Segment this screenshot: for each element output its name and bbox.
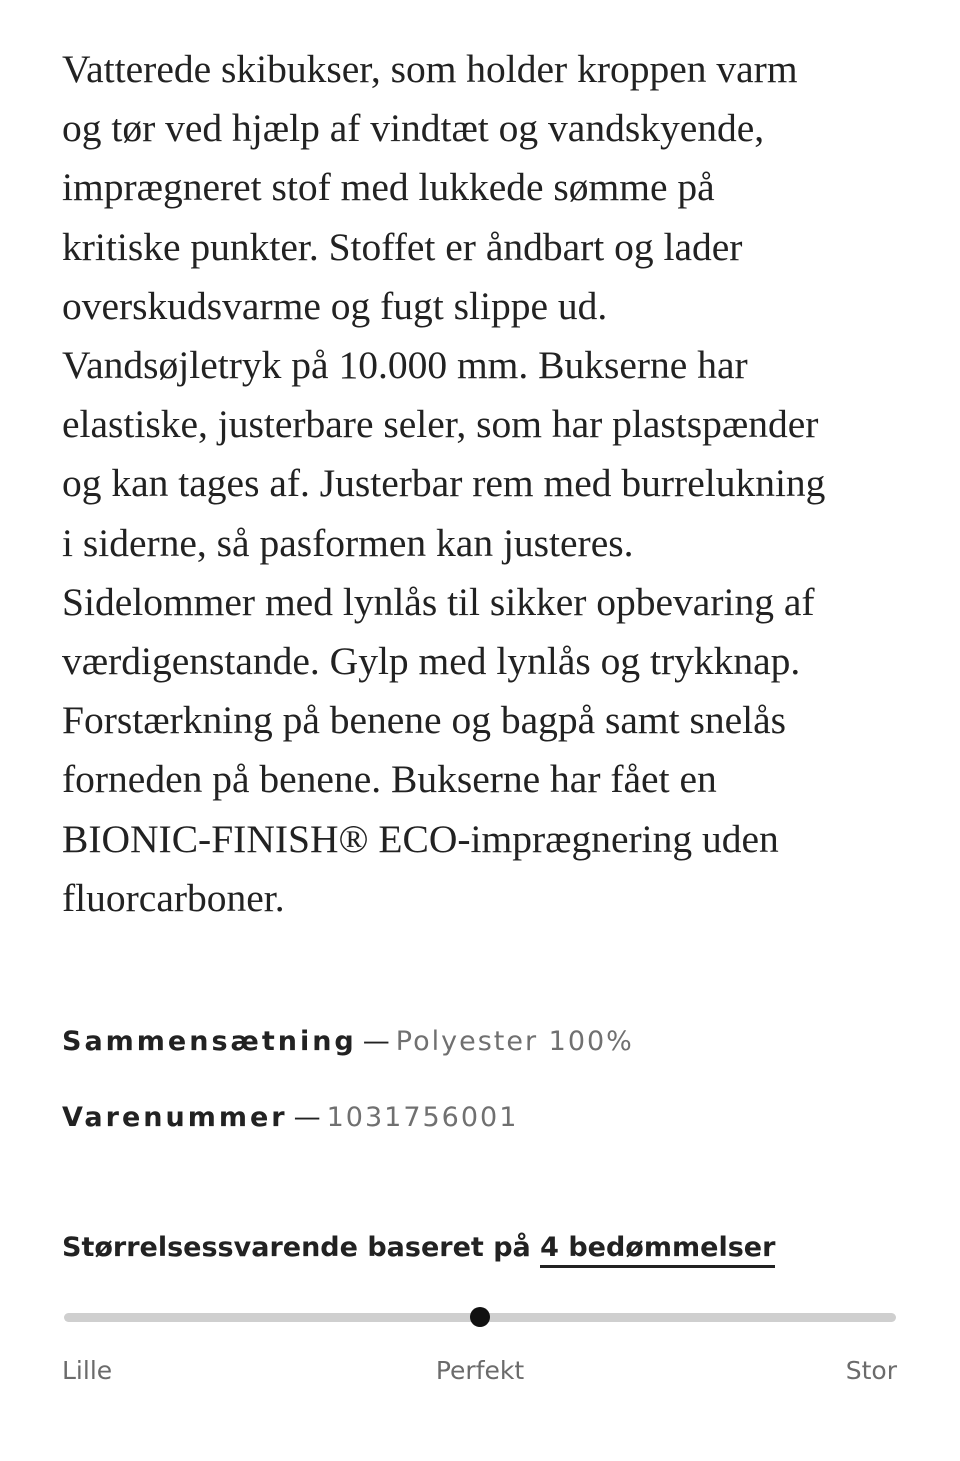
- fit-scale-track: [64, 1313, 896, 1322]
- article-number-row: [62, 1102, 518, 1133]
- composition-row: [62, 1026, 634, 1057]
- description-line: elastiske, justerbare seler, som har plastspænder: [62, 402, 819, 447]
- fit-heading: [62, 1232, 775, 1263]
- description-line: Vandsøjletryk på 10.000 mm. Bukserne har: [62, 343, 748, 388]
- composition-separator: —: [362, 1026, 390, 1057]
- fit-scale-label-large: Stor: [845, 1356, 897, 1385]
- description-line: BIONIC-FINISH® ECO-imprægnering uden: [62, 816, 779, 861]
- description-line: fluorcarboner.: [62, 875, 285, 920]
- fit-heading-text: Størrelsessvarende baseret på: [62, 1232, 531, 1263]
- description-line: Sidelommer med lynlås til sikker opbevaring af: [62, 579, 815, 624]
- description-line: kritiske punkter. Stoffet er åndbart og lader: [62, 224, 743, 269]
- description-line: Forstærkning på benene og bagpå samt snelås: [62, 698, 787, 743]
- composition-value: Polyester 100%: [395, 1026, 634, 1057]
- composition-label: Sammensætning: [62, 1026, 357, 1057]
- fit-scale-marker: [470, 1307, 490, 1327]
- article-number-label: Varenummer: [62, 1102, 288, 1133]
- description-line: Vatterede skibukser, som holder kroppen varm: [62, 47, 798, 91]
- article-number-value: 1031756001: [326, 1102, 519, 1133]
- description-line: og kan tages af. Justerbar rem med burrelukning: [62, 461, 826, 506]
- fit-scale-label-perfect: Perfekt: [435, 1356, 525, 1385]
- description-line: forneden på benene. Bukserne har fået en: [62, 757, 717, 802]
- description-line: og tør ved hjælp af vindtæt og vandskyende,: [62, 106, 765, 151]
- description-line: værdigenstande. Gylp med lynlås og trykknap.: [62, 639, 801, 684]
- fit-scale-label-small: Lille: [62, 1356, 113, 1385]
- product-description: [62, 40, 912, 928]
- reviews-link[interactable]: 4 bedømmelser: [540, 1232, 775, 1268]
- description-line: imprægneret stof med lukkede sømme på: [62, 165, 715, 210]
- article-number-separator: —: [293, 1102, 321, 1133]
- description-line: overskudsvarme og fugt slippe ud.: [62, 283, 608, 328]
- description-line: i siderne, så pasformen kan justeres.: [62, 520, 634, 565]
